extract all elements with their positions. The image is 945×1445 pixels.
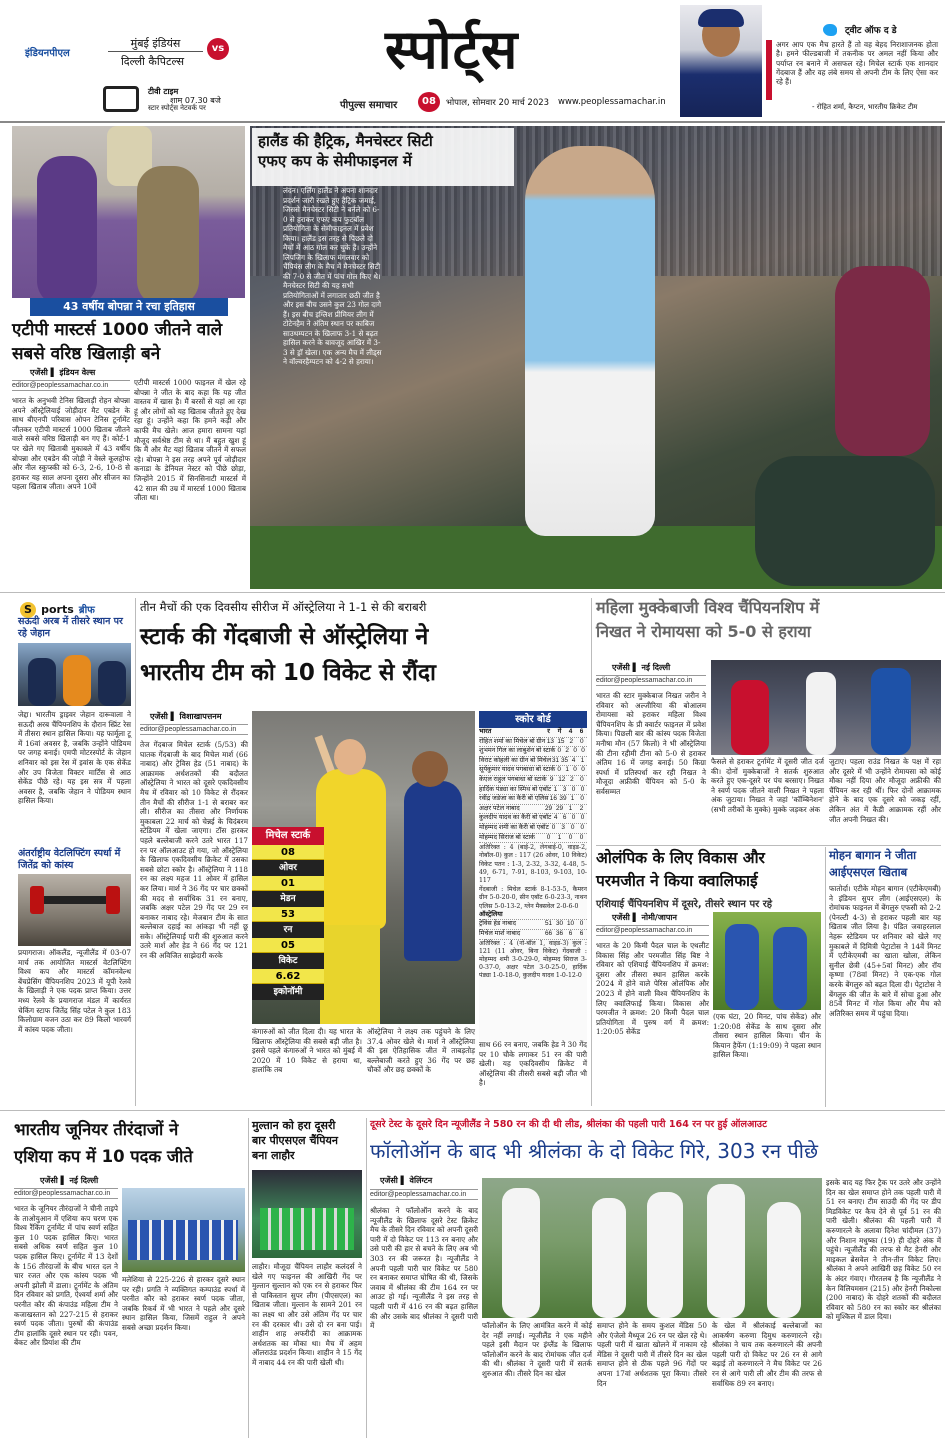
scoreboard-india-rows <box>479 738 587 844</box>
paper-name: पीपुल्स समाचार <box>340 100 398 111</box>
bopanna-col-1: भारत के अनुभवी टेनिस खिलाड़ी रोहन बोपन्ना अपने ऑस्ट्रेलियाई जोड़ीदार मैट एबडेन के साथ बीएनपी परिबास ओपन टेनिस टूर्नामेंट जीतकर एटीपी मास्टर्स 1000 खिताब जीतने वाले सबसे वरिष्ठ खिलाड़ी बन गए हैं। कोर्ट-1 पर खेले गए खिताबी मुकाबले में 43 वर्षीय बोपन्ना और एबडेन की जोड़ी ने वेस्ले कूलहोफ और नील स्कुप्स्की को 6-3, 2-6, 10-8 से हराकर यह साल अपना दूसरा और सीजन का पहला खिताब जीता। अपने 10वें <box>12 396 130 492</box>
batter-stat: 15 <box>557 737 565 745</box>
batter-name: केएल राहुल पगबाधा बो स्टार्क <box>479 775 547 783</box>
football-headline-1: हालैंड की हैट्रिक, मैनचेस्टर सिटी <box>258 132 433 150</box>
batter-stat: 0 <box>557 747 562 755</box>
football-headline-2: एफए कप के सेमीफाइनल में <box>258 152 412 170</box>
batter-stat: 16 <box>549 795 557 803</box>
sb-head-balls: गें <box>557 728 562 735</box>
boxing-photo <box>711 660 941 755</box>
boxing-headline-2: निखत ने रोमायसा को 5-0 से हराया <box>596 622 811 641</box>
starc-stat-list <box>252 845 324 1000</box>
cricket-col-3: ऑस्ट्रेलिया ने लक्ष्य तक पहुंचने के लिए 37.4 ओवर खेले थे। मार्श ने ऑस्ट्रेलिया की इस ऐतिहासिक जीत में ताबड़तोड़ बल्लेबाजी करते हुए 36 गेंद पर छह चौकों और छह छक्कों के <box>367 1027 475 1075</box>
batter-stat: 0 <box>581 766 585 774</box>
batter-stat: 1 <box>580 756 585 764</box>
scoreboard-row <box>479 776 587 786</box>
batter-stat: 30 <box>555 920 564 928</box>
psl-body: लाहौर। मौजूदा चैंपियन लाहौर कलंदर्स ने खेले गए फाइनल की आखिरी गेंद पर मुल्तान सुल्तान को एक रन से हराकर फिर से पाकिस्तान सुपर लीग (पीएसएल) का खिताब जीता। मुल्तान के सामने 201 रन का लक्ष्य था और उसे अंतिम गेंद पर चार रन की दरकार थी। उसे दो रन बना पाई। शाहीन शाह अफरीदी का आक्रामक अर्धशतक का मौका था। मैच में अहम ऑलराउंड प्रदर्शन किया। शाहीन ने 15 गेंद में नाबाद 44 रन की पारी खेली थी। <box>252 1262 362 1367</box>
nzsl-headline: फॉलोऑन के बाद भी श्रीलंका के दो विकेट गिरे, 303 रन पीछे <box>370 1139 818 1163</box>
batter-stat: 0 <box>568 833 573 841</box>
scoreboard-row <box>479 805 587 815</box>
archery-byline: एजेंसी ▌ नई दिल्ली <box>40 1176 99 1185</box>
scoreboard-aus-rows <box>479 920 587 939</box>
batter-stat: 4 <box>571 756 576 764</box>
brief-headline-2: अंतर्राष्ट्रीय वेटलिफ्टिंग स्पर्धा में जितेंद्र को कांस्य <box>18 848 121 871</box>
cricket-col-2: कंगारुओं को जीत दिला दी। यह भारत के खिलाफ ऑस्ट्रेलिया की सबसे बड़ी जीत है। इससे पहले कंगारुओं ने भारत को मुंबई में 2020 में 10 विकेट से हराया था, हालांकि तब <box>252 1027 362 1075</box>
masthead-title: स्पोर्ट्स <box>385 17 519 81</box>
tv-channel: स्टार स्पोर्ट्स नेटवर्क पर <box>148 104 206 112</box>
archery-headline-2: एशिया कप में 10 पदक जीते <box>14 1147 193 1166</box>
athletics-col-1: भारत के 20 किमी पैदल चाल के एथलीट विकास सिंह और परमजीत सिंह बिष्ट ने रविवार को एशियाई चैंपियनशिप में क्रमश: दूसरा और तीसरा स्थान हासिल करके 2024 में होने वाले पेरिस ओलंपिक और 2023 में होने वाली विश्व चैंपियनशिप के लिए क्वालिफाई किया। विकास और परमजीत ने क्रमश: 20 किमी पैदल चाल प्रतियोगिता में पुरुष वर्ग में क्रमश: 1:20:05 सेकेंड <box>596 941 709 1037</box>
scoreboard-row <box>479 766 587 776</box>
boxing-byline: एजेंसी ▌ नई दिल्ली <box>612 663 671 672</box>
scoreboard-row <box>479 824 587 834</box>
cricket-kicker: तीन मैचों की एक दिवसीय सीरीज में ऑस्ट्रेलिया ने 1-1 से की बराबरी <box>140 600 427 614</box>
batter-stat: 2 <box>569 737 574 745</box>
boxing-email: editor@peoplessamachar.co.in <box>596 675 706 686</box>
archery-body-2: मलेशिया से 225-226 से हारकर दूसरे स्थान पर रही। प्रगति ने व्यक्तिगत कम्पाउंड स्पर्धा में परनीत कौर को हराकर स्वर्ण पदक जीता, जबकि रिकर्व में भी भारत ने पहले और दूसरे स्थान हासिल किया, जिसमें राहुल ने अपने सबसे अच्छा प्रदर्शन किया। <box>122 1275 245 1332</box>
scoreboard <box>479 711 587 1041</box>
boxing-col-2: फैसले से हराकर टूर्नामेंट में दूसरी जीत दर्ज की। दोनों मुक्केबाजों ने सतर्क शुरुआत करते हुए एक-दूसरे पर पंच बरसाए। निखत ने स्वर्ण पदक जीतने वाली निखत ने पहला अंक जुटाया। निखत ने जहां 'कॉम्बिनेशन' (सभी तरीकों के मुक्के) मुक्के जड़कर अंक <box>711 757 824 814</box>
cricket-headline-2: भारतीय टीम को 10 विकेट से रौंदा <box>140 660 436 686</box>
batter-stat: 0 <box>580 823 584 831</box>
batter-stat: 0 <box>570 823 575 831</box>
nzsl-email: editor@peoplessamachar.co.in <box>370 1189 478 1200</box>
batter-name: मोहम्मद शमी का कैरी बो एबॉट <box>479 823 549 831</box>
vs-badge: vs <box>207 38 229 60</box>
athletics-headline-1: ओलंपिक के लिए विकास और <box>596 849 765 867</box>
batter-stat: 2 <box>579 804 584 812</box>
starc-stat-label: रन <box>252 922 324 938</box>
tv-icon <box>103 86 139 112</box>
batter-name: मिचेल मार्श नाबाद <box>479 929 521 937</box>
athletics-col-2: (एक घंटा, 20 मिनट, पांच सेकेंड) और 1:20:08 सेकेंड के साथ दूसरा और तीसरा स्थान हासिल किया। चीन के कियान हैफेंग (1:19:09) ने पहला स्थान हासिल किया। <box>713 1012 821 1060</box>
brief-s: S <box>20 602 36 618</box>
batter-stat: 1 <box>557 833 562 841</box>
jehan-photo <box>18 643 131 706</box>
starc-stat-title: मिचेल स्टार्क <box>252 827 324 845</box>
batter-stat: 31 <box>552 756 560 764</box>
tweet-text: अगर आप एक मैच हारते हैं तो वह बेहद निराशाजनक होता है। हमने फील्डबाजी में तकनीक पर अमल नहीं किया और पर्याप्त रन बनाने में असफल रहे। मिचेल स्टार्क एक शानदार गेंदबाज हैं और वह लंबे समय से अपनी टीम के लिए ऐसा कर रहे हैं। <box>766 40 938 100</box>
batter-stat: 66 <box>544 929 553 937</box>
jitendra-photo <box>18 874 131 946</box>
batter-stat: 1 <box>565 766 569 774</box>
batter-stat: 0 <box>579 920 584 928</box>
mohun-body: फातोर्दा। एटीके मोहन बागान (एटीकेएमबी) ने इंडियन सुपर लीग (आईएसएल) के रोमांचक फाइनल में बेंगलुरु एफसी को 2-2 (पेनल्टी 4-3) से हराकर पहली बार यह खिताब जीत लिया है। पंडित जवाहरलाल नेहरू स्टेडियम पर शनिवार को खेले गए मुकाबले में दिमित्री पेट्राटोस ने 14वें मिनट में एटीकेएमबी का खाता खोला, लेकिन सुनील छेत्री (45+5वां मिनट) और रॉय कृष्णा (78वां मिनट) ने एक-एक गोल करके बेंगलुरु को बढ़त दिला दी। पेट्राटोस ने बेंगलुरु की जीत के बारे में सोचा हुआ और 85वें मिनट में गोल किया और मैच को अतिरिक्त समय में पहुंचा दिया। <box>829 884 941 1018</box>
batter-stat: 6 <box>562 814 567 822</box>
batter-stat: 0 <box>580 775 584 783</box>
archery-headline-1: भारतीय जूनियर तीरंदाजों ने <box>14 1120 179 1139</box>
batter-stat: 2 <box>565 747 569 755</box>
batter-stat: 35 <box>560 756 569 764</box>
athletics-email: editor@peoplessamachar.co.in <box>596 925 709 936</box>
sports-brief-label <box>20 598 130 616</box>
batter-stat: 29 <box>544 804 553 812</box>
batter-name: रोहित शर्मा का मिचेल बो ग्रीन <box>479 737 546 745</box>
scoreboard-row <box>479 920 587 930</box>
football-body: लंदन। एर्लिंग हालैंड ने अपना शानदार प्रदर्शन जारी रखते हुए हैट्रिक जमाई, जिससे मैनचेस्टर सिटी ने बर्नले को 6-0 से हराकर एफए कप फुटबॉल प्रतियोगिता के सेमीफाइनल में प्रवेश किया। हालैंड इस तरह से पिछले दो मैचों में आठ गोल कर चुके हैं। उन्होंने लिपजिग के खिलाफ मंगलवार को चैंपियंस लीग के मैच में मैनचेस्टर सिटी की 7-0 से जीत में पांच गोल किए थे। मैनचेस्टर सिटी की यह सभी प्रतियोगिताओं में लगातार छठी जीत है और इस बीच उसने कुल 23 गोल दागे हैं। इस बीच इग्लिश प्रीमियर लीग में टोटेनहैम ने अंतिम स्थान पर काबिज साउथम्पटन के खिलाफ 3-1 से बढ़त हासिल करने के बावजूद आखिर में 3-3 से ड्रॉ खेला। एक अन्य मैच में लीड्स ने वॉल्वरहैम्पटन को 4-2 से हराया। <box>283 186 382 366</box>
boxing-headline-1: महिला मुक्केबाजी विश्व चैंपियनशिप में <box>596 598 820 617</box>
scoreboard-row <box>479 834 587 844</box>
starc-stat-label: ओवर <box>252 860 324 876</box>
batter-stat: 3 <box>562 785 567 793</box>
starc-stat-value: 01 <box>252 876 324 891</box>
batter-stat: 0 <box>579 833 584 841</box>
bopanna-byline: एजेंसी ▌ इंडियन वेल्स <box>30 368 96 377</box>
nzsl-col-4: के खेल में श्रीलंकाई बल्लेबाजों का आकर्षण करुणा दिमुथ करुणारत्ने रहे। श्रीलंका ने चाय तक करुणारत्ने की अपनी पहली पारी दो विकेट पर 26 रन से आगे बढ़ाई तो करुणारत्ने ने मैच विकेट पर 26 रन से आगे पारी ली और टीम की तरफ से सर्वाधिक 89 रन बनाए। <box>712 1321 822 1388</box>
batter-stat: 29 <box>555 804 564 812</box>
bopanna-photo <box>12 126 245 298</box>
archery-body: भारत के जूनियर तीरंदाजों ने चीनी ताइपे के ताओयुआन में एशिया कप चरण एक विश्व रैंकिंग टूर्नामेंट में पांच स्वर्ण सहित कुल 10 पदक हासिल किए। भारत सबसे अधिक स्वर्ण सहित कुल 10 पदक हासिल किए। टूर्नामेंट में 13 देशों के 156 तीरंदाजों के बीच भारत दल ने चार रजत और एक कांस्य पदक भी अपनी झोली में डाला। टूर्नामेंट के अंतिम दिन रविवार को प्रगति, ऐश्वर्या शर्मा और परनीत कौर की कंपाउंड महिला टीम ने कजाखस्तान को 227-215 से हराकर स्वर्ण पदक जीता। पुरुषों की कंपाउंड टीम हालांकि दूसरे स्थान पर रही। पवन, बेंकट और प्रियांश की टीम <box>14 1204 118 1348</box>
batter-stat: 0 <box>580 785 585 793</box>
scoreboard-bowling: गेंदबाजी : मिचेल स्टार्क 8-1-53-5, कैमरन ग्रीन 5-0-20-0, सीन एबॉट 6-0-23-3, नाथन एलिस 5-0-13-2, ग्लेन मैक्सवेल 2-0-6-0 <box>479 886 587 910</box>
scoreboard-row <box>479 786 587 796</box>
nzsl-col-5: इसके बाद यह फिर ट्रैक पर उतरे और उन्होंने दिन का खेल समाप्त होने तक पहली पारी में 51 रन बनाए। टीम साउदी की गेंद पर डीप मिडविकेट पर कैच देने से पूर्व 51 रन की पारी खेली। श्रीलंका की पहली पारी में करुणारत्ने के अलावा दिनेश चांदीमल (37) और निशान मधुष्का (19) ही दोहरे अंक में पहुंचे। न्यूजीलैंड की तरफ से मैट हेनरी और माइकल ब्रेसवेल ने तीन-तीन विकेट लिए। श्रीलंका ने अपने आखिरी छह विकेट 50 रन के अंदर गंवाए। गौरतलब है कि न्यूजीलैंड ने केन विलियमसन (215) और हेनरी निकोल्स (200 नाबाद) के दोहरे शतकों की बदौलत रविवार को 580 रन का स्कोर कर श्रीलंका को मुश्किल में डाल दिया। <box>826 1178 941 1322</box>
tv-label: टीवी टाइम <box>148 87 179 96</box>
brief-ports: ports <box>41 603 74 616</box>
batter-name: रवींद्र जडेजा का कैरी बो एलिस <box>479 795 549 803</box>
athletics-subhead: एशियाई चैंपियनशिप में दूसरे, तीसरे स्थान पर रहे <box>596 899 773 910</box>
batter-stat: 36 <box>555 929 564 937</box>
bopanna-email: editor@peoplessamachar.co.in <box>12 380 130 391</box>
page-number: 08 <box>418 92 440 112</box>
batter-name: कुलदीप यादव का कैरी बो एबॉट <box>479 814 552 822</box>
starc-stat-label: मेडन <box>252 891 324 907</box>
masthead <box>0 0 945 120</box>
football-headline <box>252 128 514 186</box>
ipl-label: इंडियनपीएल <box>25 48 70 59</box>
scoreboard-title: स्कोर बोर्ड <box>479 711 587 728</box>
bopanna-col-2: एटीपी मास्टर्स 1000 फाइनल में खेल रहे बोपन्ना ने जीत के बाद कहा कि यह जीत वास्तव में खास है। मैं बरसों से यहां आ रहा हूं और लोगों को यह खिताब जीतते हुए देख रहा हूं। उन्होंने कहा कि हमने कड़ी और काफी मैच खेले। आज हमारा सामना यहां मौजूद सर्वश्रेष्ठ टीम से था। मैं बहुत खुश हूं कि मैं और मैट यहां खिताब जीतने में सफल रहे। बोपन्ना ने इस तरह अपने पूर्व जोड़ीदार कनाडा के डेनियल नेस्टर को पीछे छोड़ा, जिन्होंने 2015 में सिनसिनाटी मास्टर्स में 42 साल की उम्र में मास्टर्स 1000 खिताब जीता था। <box>134 378 246 503</box>
starc-stat-value: 6.62 <box>252 969 324 984</box>
mohun-headline-2: आईएसएल खिताब <box>829 865 908 879</box>
scoreboard-row <box>479 814 587 824</box>
sb-head-runs: र <box>547 728 550 735</box>
nzsl-photo <box>482 1178 822 1318</box>
archery-email: editor@peoplessamachar.co.in <box>14 1188 118 1199</box>
cricket-col-4: साथ 66 रन बनाए, जबकि हेड ने 30 गेंद पर 10 चौके लगाकर 51 रन की पारी खेली। यह एकदिवसीय क्रिकेट में ऑस्ट्रेलिया की तीसरी सबसे बड़ी जीत भी है। <box>479 1040 587 1088</box>
brief-text-2: प्रयागराज। ऑकलैंड, न्यूजीलैंड में 03-07 मार्च तक आयोजित मास्टर्स वेटलिफ्टिंग विश्व कप और मास्टर्स कॉमनवेल्थ बेंचप्रेसिंग चैंपियनशिप 2023 में यूपी रेलवे के खिलाड़ी ने एक पदक प्राप्त किया। उत्तर मध्य रेलवे के प्रयागराज मंडल में कार्यरत चेकिंग स्टाफ जितेंद्र सिंह पटेल ने कुल 183 किलोग्राम वजन उठा कर 89 किलो भारवर्ग में कांस्य पदक जीता। <box>18 948 131 1034</box>
batter-name: शुभमन गिल का लाबुशेन बो स्टार्क <box>479 747 556 755</box>
scoreboard-head <box>479 728 587 738</box>
batter-stat: 1 <box>570 795 575 803</box>
team-1: मुंबई इंडियंस <box>108 36 203 52</box>
batter-name: ट्रेविस हेड नाबाद <box>479 920 517 928</box>
sb-head-6s: 6 <box>579 728 584 735</box>
starc-stat-value: 53 <box>252 907 324 922</box>
batter-name: हार्दिक पंड्या का स्मिथ बो एबॉट <box>479 785 552 793</box>
batter-stat: 10 <box>566 920 575 928</box>
scoreboard-row <box>479 757 587 767</box>
team-2: दिल्ली कैपिटल्स <box>120 55 185 68</box>
batter-stat: 0 <box>573 747 577 755</box>
athletics-byline: एजेंसी ▌ नोमी/जापान <box>612 913 677 922</box>
batter-stat: 6 <box>568 929 573 937</box>
batter-stat: 13 <box>546 737 554 745</box>
nzsl-kicker: दूसरे टेस्ट के दूसरे दिन न्यूजीलैंड ने 580 रन की दी थी लीड, श्रीलंका की पहली पारी 164 रन पर हुई ऑलआउट <box>370 1119 767 1130</box>
batter-stat: 0 <box>580 737 584 745</box>
batter-stat: 0 <box>573 766 577 774</box>
scoreboard-row <box>479 747 587 757</box>
sb-head-4s: 4 <box>568 728 573 735</box>
cricket-headline-1: स्टार्क की गेंदबाजी से ऑस्ट्रेलिया ने <box>140 624 429 650</box>
batter-stat: 0 <box>546 833 551 841</box>
scoreboard-aus-extras: अतिरिक्त : 4 (नो-बॉल 1, वाइड-3) कुल : 121 (11 ओवर, बिना विकेट) गेंदबाजी : मोहम्मद शमी 3-0-29-0, मोहम्मद सिराज 3-0-37-0, अक्षर पटेल 3-0-25-0, हार्दिक पंड्या 1-0-18-0, कुलदीप यादव 1-0-12-0 <box>479 939 587 980</box>
scoreboard-row <box>479 738 587 748</box>
mohun-headline-1: मोहन बागान ने जीता <box>829 848 917 862</box>
nzsl-byline: एजेंसी ▌ वेलिंग्टन <box>380 1176 433 1185</box>
athletics-photo <box>713 912 821 1010</box>
batter-stat: 6 <box>579 929 584 937</box>
starc-stat-card <box>252 827 324 1003</box>
batter-name: विराट कोहली का ग्रीन बो मिचेल <box>479 756 552 764</box>
batter-stat: 4 <box>553 814 558 822</box>
scoreboard-row <box>479 930 587 940</box>
scoreboard-aus-head <box>479 911 587 921</box>
starc-stat-label: विकेट <box>252 953 324 969</box>
tv-time: शाम 07.30 बजे <box>170 96 221 105</box>
boxing-col-1: भारत की स्टार मुक्केबाज निखत जरीन ने रविवार को अल्जीरिया की बोआलम रोमायसा को हराकर महिला विश्व चैंपियनशिप के प्री क्वार्टर फाइनल में प्रवेश किया। पिछली बार की कांस्य पदक विजेता मनीषा मौन (57 किलो) ने भी ऑस्ट्रेलिया की टीना रहीमी टीना को 5-0 से हराकर अंतिम 16 में जगह बनाई। 50 किग्रा स्पर्धा में प्रतिस्पर्धा कर रही निखत ने मौजूदा अफ्रीकी चैंपियन को 5-0 के सर्वसम्मत <box>596 691 706 796</box>
brief-word: ब्रीफ <box>78 605 95 616</box>
batter-stat: 3 <box>561 823 565 831</box>
bopanna-headline: एटीपी मास्टर्स 1000 जीतने वाले सबसे वरिष्ठ खिलाड़ी बने <box>12 320 223 364</box>
batter-stat: 0 <box>581 747 585 755</box>
batter-stat: 12 <box>558 775 566 783</box>
batter-stat: 0 <box>551 823 556 831</box>
scoreboard-row <box>479 795 587 805</box>
batter-stat: 0 <box>557 766 561 774</box>
nzsl-col-2: फॉलोऑन के लिए आमंत्रित करने में कोई देर नहीं लगाई। न्यूजीलैंड ने एक महीने पहले इसी मैदान पर इंग्लैंड के खिलाफ फॉलोऑन करने के बाद रोमांचक जीत दर्ज की थी। श्रीलंका ने दूसरी पारी में सतर्क शुरुआत की। तीसरे दिन का खेल <box>482 1321 592 1378</box>
brief-headline-1: सऊदी अरब में तीसरे स्थान पर रहे जेहान <box>18 616 123 639</box>
starc-stat-value: 05 <box>252 938 324 953</box>
sb-aus-title: ऑस्ट्रेलिया <box>479 910 503 918</box>
batter-stat: 1 <box>553 785 558 793</box>
brief-text-1: जेद्दा। भारतीय ड्राइवर जेहान दारूवाला ने सऊदी अरब चैंपियनशिप के दौरान स्प्रिंट रेस में तीसरा स्थान हासिल किया। यह फार्मूला टू में 16वां अवसर है, जबकि उन्होंने पोडियम पर जगह बनाई। एमपी मोटरस्पोर्ट के जेहान शनिवार को इस रेस में इवांस के एक सेकेंड और उप विजेता विक्टर मार्टिंस से आठ सेकेंड पीछे रहे। यह इस सत्र में पहला अवसर है, जबकि जेहान ने पोडियम स्थान हासिल किया। <box>18 710 131 806</box>
cricket-email: editor@peoplessamachar.co.in <box>140 724 248 735</box>
athletics-headline-2: परमजीत ने किया क्वालिफाई <box>596 872 758 890</box>
sb-head-team: भारत <box>479 728 492 735</box>
psl-photo <box>252 1170 362 1258</box>
starc-stat-label: इकोनॉमी <box>252 984 324 1000</box>
tweet-label: ट्वीट ऑफ द डे <box>845 26 897 36</box>
twitter-icon <box>823 24 837 36</box>
batter-stat: 0 <box>580 814 585 822</box>
bopanna-photo-caption: 43 वर्षीय बोपन्ना ने रचा इतिहास <box>30 298 228 316</box>
issue-date: भोपाल, सोमवार 20 मार्च 2023 <box>446 98 550 108</box>
rohit-photo <box>680 5 762 117</box>
cricket-col-1: तेज गेंदबाज मिचेल स्टार्क (5/53) की घातक गेंदबाजी के बाद मिचेल मार्श (66 नाबाद) और ट्रेविस हेड (51 नाबाद) के आक्रामक अर्धशतकों की बदौलत ऑस्ट्रेलिया ने भारत को दूसरे एकदिवसीय मैच में रविवार को 10 विकेट से रौंदकर तीन मैचों की सीरीज 1-1 से बराबर कर ली। सीरीज का तीसरा और निर्णायक मुकाबला 22 मार्च को चेन्नई के चिदंबरम स्टेडियम में खेला जाएगा। टॉस हारकर पहले बल्लेबाजी करने उतरे भारत 117 रन पर ऑलआउट हो गया, जो ऑस्ट्रेलिया के खिलाफ एकदिवसीय क्रिकेट में उसका सबसे छोटा स्कोर है। ऑस्ट्रेलिया ने 118 रन का लक्ष्य महज 11 ओवर में हासिल कर लिया। मार्श ने 36 गेंद पर चार छक्कों की मदद से सर्वाधिक 31 रन बनाए, जबकि अक्षर पटेल 29 गेंद पर 29 रन बनाकर नाबाद रहे। मेजबान टीम के सात बल्लेबाज दहाई का आंकड़ा भी नहीं छू सके। ऑस्ट्रेलियाई पारी की शुरुआत करने उतरे मार्श और हेड ने 66 गेंद पर 121 रन की अविजित साझेदारी करके <box>140 740 248 961</box>
batter-stat: 51 <box>544 920 553 928</box>
batter-stat: 9 <box>549 775 554 783</box>
batter-stat: 1 <box>568 804 573 812</box>
cricket-byline: एजेंसी ▌ विशाखापत्तनम <box>150 712 222 721</box>
nzsl-col-3: समाप्त होने के समय कुशल मेंडिस 50 और एंजेलो मैथ्यूज 26 रन पर खेल रहे थे। पहली पारी में खाता खोलने में नाकाम रहे मेंडिस ने दूसरी पारी में तीसरे दिन का खेल समाप्त होने से ठीक पहले 96 गेंदों पर अपना 17वां अर्धशतक पूरा किया। तीसरे दिन <box>597 1321 707 1388</box>
starc-stat-value: 08 <box>252 845 324 860</box>
batter-name: सूर्यकुमार यादव पगबाधा बो स्टार्क <box>479 766 556 774</box>
website: www.peoplessamachar.in <box>558 97 666 107</box>
psl-headline: मुल्तान को हरा दूसरी बार पीएसएल चैंपियन बना लाहौर <box>252 1119 339 1162</box>
archery-photo <box>122 1188 245 1272</box>
batter-stat: 0 <box>571 785 576 793</box>
tweet-author: - रोहित शर्मा, कैप्टन, भारतीय क्रिकेट टीम <box>812 103 918 111</box>
scoreboard-extras: अतिरिक्त : 4 (बाई-2, लेगबाई-0, वाइड-2, नोबॉल-0) कुल : 117 (26 ओवर, 10 विकेट) विकेट पतन : 1-3, 2-32, 3-32, 4-48, 5-49, 6-71, 7-91, 8-103, 9-103, 10-117 <box>479 844 587 884</box>
batter-stat: 2 <box>570 775 574 783</box>
nzsl-col-1: श्रीलंका ने फॉलोऑन करने के बाद न्यूजीलैंड के खिलाफ दूसरे टेस्ट क्रिकेट मैच के तीसरे दिन रविवार को अपनी दूसरी पारी में दो विकेट पर 113 रन बनाए और उसे पारी की हार से बचने के लिए अब भी 303 रन की जरूरत है। न्यूजीलैंड ने अपनी पहली पारी चार विकेट पर 580 रन बनाकर समाप्त घोषित की थी, जिसके जवाब में श्रीलंका की टीम 164 रन पर आउट हो गई। न्यूजीलैंड ने इस तरह से पहली पारी में 416 रन की बढ़त हासिल की और उसके बाद श्रीलंका ने दूसरी पारी में <box>370 1206 478 1331</box>
batter-stat: 39 <box>559 795 567 803</box>
batter-name: अक्षर पटेल नाबाद <box>479 804 520 812</box>
batter-stat: 0 <box>571 814 576 822</box>
batter-name: मोहम्मद सिराज बो स्टार्क <box>479 833 535 841</box>
boxing-col-3: जुटाए। पहला राउंड निखत के पक्ष में रहा और दूसरे में भी उन्होंने रोमायसा को कोई मौका नहीं दिया और मौजूदा अफ्रीकी की चैंपियन कर रही थीं। फिर दोनों आक्रामक होने के बाद एक दूसरे को जकड़ रहीं, लेकिन अंत में कैडी आक्रामक रहीं और जीत अपनी निखत की। <box>829 757 941 824</box>
batter-stat: 0 <box>580 795 584 803</box>
